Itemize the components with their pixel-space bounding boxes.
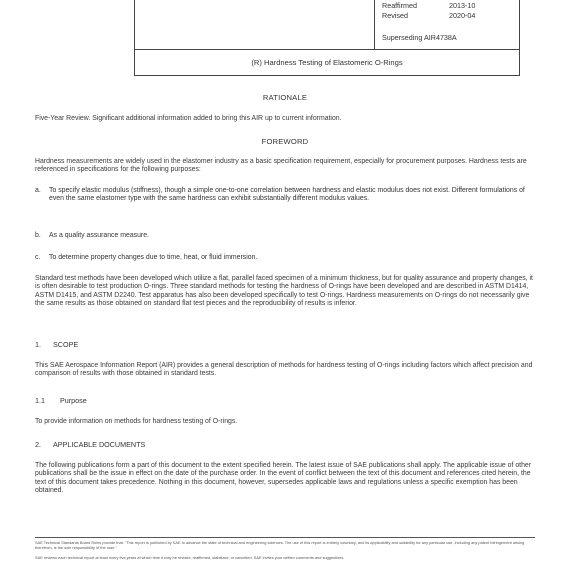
purpose-title: Purpose xyxy=(60,396,87,405)
foreword-heading: FOREWORD xyxy=(261,137,309,146)
revised-label: Revised xyxy=(382,11,408,20)
rationale-text: Five-Year Review. Significant additional information added to bring this AIR up to current information. xyxy=(35,115,342,122)
header-divider xyxy=(374,0,375,49)
reaffirmed-label: Reaffirmed xyxy=(382,1,418,10)
document-title: (R) Hardness Testing of Elastomeric O-Rings xyxy=(251,58,403,67)
list-item-b-text: As a quality assurance measure. xyxy=(49,232,149,239)
superseding-note: Superseding AIR4738A xyxy=(382,33,457,42)
footer-review-note: SAE reviews each technical report at least every five years at which time it may be revised, reaffirmed, stabilized, or cancelled. SAE invites your written comments and suggestions. xyxy=(35,555,345,560)
scope-text: This SAE Aerospace Information Report (AIR) provides a general description of methods for hardness testing of O-rings including factors which affect precision and comparison of results with those obtained in standard tests. xyxy=(35,362,533,378)
applicable-title: APPLICABLE DOCUMENTS xyxy=(53,440,146,449)
scope-title: SCOPE xyxy=(53,340,79,349)
header-box xyxy=(134,0,520,50)
revised-value: 2020-04 xyxy=(449,11,476,20)
scope-number: 1. xyxy=(35,340,41,349)
list-item-b-letter: b. xyxy=(35,232,41,239)
applicable-text: The following publications form a part of this document to the extent specified herein. The latest issue of SAE publications shall apply. The applicable issue of other publications shall be the issue in effect on the date of the purchase order. In the event of conflict between the text of this document and references cited herein, the text of this document takes precedence. Nothing in this document, however, supersedes applicable laws and regulations unless a specific exemption has been obtained. xyxy=(35,462,532,494)
list-item-c-letter: c. xyxy=(35,254,41,261)
applicable-number: 2. xyxy=(35,440,41,449)
list-item-c-text: To determine property changes due to time, heat, or fluid immersion. xyxy=(49,254,258,261)
purpose-text: To provide information on methods for hardness testing of O-rings. xyxy=(35,418,238,425)
document-title-box xyxy=(134,49,520,76)
reaffirmed-value: 2013-10 xyxy=(449,1,476,10)
footer-disclaimer: SAE Technical Standards Board Rules provide that: "This report is published by SAE to advance the state of technical and engineering sciences. The use of this report is entirely voluntary, and its applicability and suitability for any particular use, including any patent infringement arising therefrom, is the sole responsibility of the user." xyxy=(35,540,525,550)
purpose-number: 1.1 xyxy=(35,396,45,405)
footer-rule xyxy=(35,537,535,538)
foreword-intro: Hardness measurements are widely used in the elastomer industry as a basic specification requirement, especially for procurement purposes. Hardness tests are referenced in specifications for the following purposes: xyxy=(35,158,527,174)
foreword-closing: Standard test methods have been developed which utilize a flat, parallel faced specimen of a minimum thickness, but for quality assurance and property changes, it is often desirable to test production O-rings. Three standard methods for testing the hardness of O-rings have been developed and are described in ASTM D1414, ASTM D1415, and ASTM D2240. Test apparatus has also been developed specifically to test O-rings. Hardness measurements on O-rings do not necessarily give the same results as those obtained on standard flat test pieces and the reproducibility of results is inferior. xyxy=(35,275,533,307)
list-item-a-text: To specify elastic modulus (stiffness), though a simple one-to-one correlation between hardness and elastic modulus does not exist. Different formulations of even the same elastomer type with the same hardness can exhibit substantially different modulus values. xyxy=(49,187,525,203)
rationale-heading: RATIONALE xyxy=(262,93,308,102)
list-item-a-letter: a. xyxy=(35,187,41,194)
